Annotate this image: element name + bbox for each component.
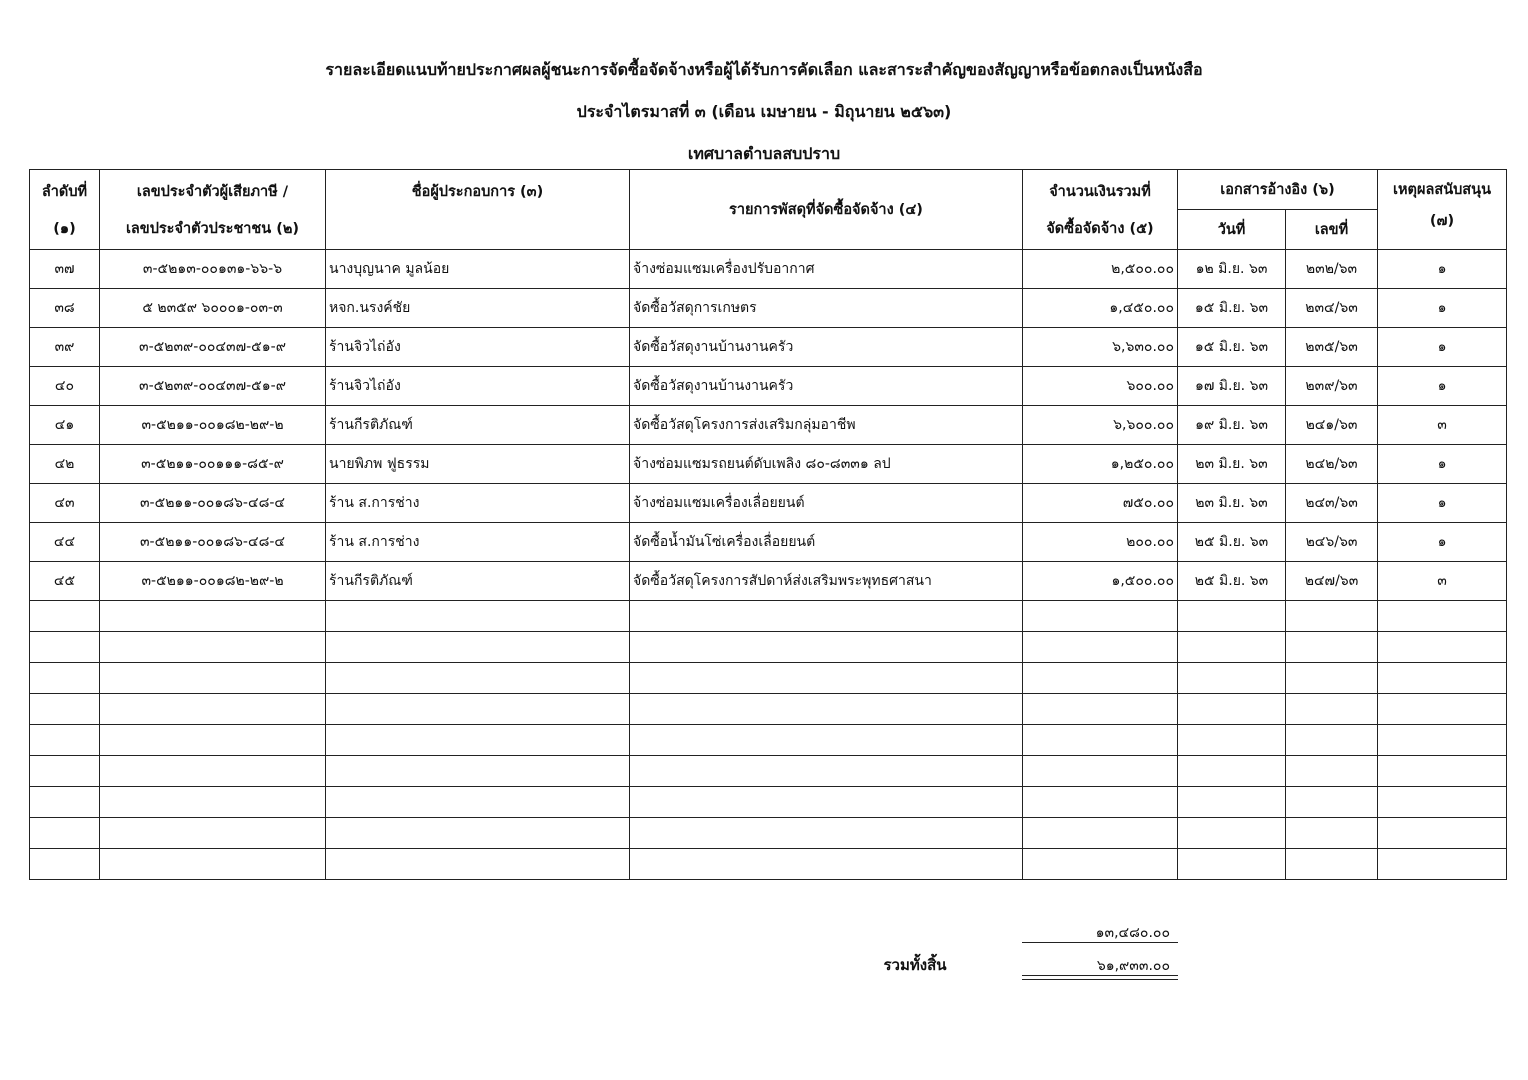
- cell-amount: ๖,๖๓๐.๐๐: [1023, 328, 1178, 367]
- col-header-amount-line2: จัดซื้อจัดจ้าง (๕): [1046, 220, 1154, 237]
- cell-taxid: ๓-๕๒๑๑-๐๐๑๘๒-๒๙-๒: [100, 406, 326, 445]
- cell-date: ๒๓ มิ.ย. ๖๓: [1178, 445, 1286, 484]
- cell-taxid: ๓-๕๒๓๙-๐๐๔๓๗-๕๑-๙: [100, 367, 326, 406]
- col-header-seq-line1: ลำดับที่: [41, 183, 88, 200]
- cell-vendor: นายพิภพ ฟูธรรม: [326, 445, 630, 484]
- cell-date: ๑๗ มิ.ย. ๖๓: [1178, 367, 1286, 406]
- col-header-reference: เอกสารอ้างอิง (๖): [1178, 170, 1378, 210]
- cell-reason: ๑: [1378, 523, 1507, 562]
- cell-seq: ๔๔: [30, 523, 100, 562]
- cell-amount: ๒,๕๐๐.๐๐: [1023, 250, 1178, 289]
- cell-taxid: ๕ ๒๓๕๙ ๖๐๐๐๑-๐๓-๓: [100, 289, 326, 328]
- cell-ref-no: ๒๔๑/๖๓: [1286, 406, 1378, 445]
- cell-amount: ๒๐๐.๐๐: [1023, 523, 1178, 562]
- cell-reason: ๑: [1378, 289, 1507, 328]
- col-header-reason-line1: เหตุผลสนับสนุน: [1393, 182, 1491, 198]
- grand-total-value: ๖๑,๙๓๓.๐๐: [1096, 958, 1170, 974]
- cell-ref-no: ๒๓๒/๖๓: [1286, 250, 1378, 289]
- cell-date: ๒๕ มิ.ย. ๖๓: [1178, 562, 1286, 601]
- cell-date: ๑๕ มิ.ย. ๖๓: [1178, 289, 1286, 328]
- table-row: [30, 484, 1507, 523]
- cell-vendor: ร้านกีรติภัณฑ์: [326, 406, 630, 445]
- cell-item: จ้างซ่อมแซมรถยนต์ดับเพลิง ๘๐-๘๓๓๑ ลป: [630, 445, 1023, 484]
- table-row: [30, 328, 1507, 367]
- table-row: [30, 406, 1507, 445]
- col-header-reason: [1378, 170, 1507, 250]
- empty-row: [30, 756, 1507, 787]
- cell-item: จ้างซ่อมแซมเครื่องเลื่อยยนต์: [630, 484, 1023, 523]
- col-header-taxid-line1: เลขประจำตัวผู้เสียภาษี /: [136, 183, 289, 200]
- document-title: รายละเอียดแนบท้ายประกาศผลผู้ชนะการจัดซื้อจัดจ้างหรือผู้ได้รับการคัดเลือก และสาระสำคัญของสัญญาหรือข้อตกลงเป็นหนังสือ: [325, 60, 1203, 79]
- table-row: [30, 523, 1507, 562]
- cell-vendor: ร้าน ส.การช่าง: [326, 523, 630, 562]
- cell-seq: ๔๕: [30, 562, 100, 601]
- col-header-seq: [30, 170, 100, 250]
- empty-row: [30, 694, 1507, 725]
- empty-row: [30, 818, 1507, 849]
- cell-item: จ้างซ่อมแซมเครื่องปรับอากาศ: [630, 250, 1023, 289]
- col-header-items: รายการพัสดุที่จัดซื้อจัดจ้าง (๔): [630, 170, 1023, 250]
- table-row: [30, 445, 1507, 484]
- cell-date: ๒๓ มิ.ย. ๖๓: [1178, 484, 1286, 523]
- cell-ref-no: ๒๓๕/๖๓: [1286, 328, 1378, 367]
- cell-taxid: ๓-๕๒๓๙-๐๐๔๓๗-๕๑-๙: [100, 328, 326, 367]
- empty-row: [30, 601, 1507, 632]
- col-header-ref-no: เลขที่: [1286, 210, 1378, 250]
- cell-ref-no: ๒๔๒/๖๓: [1286, 445, 1378, 484]
- subtotal-rule: [1022, 942, 1178, 943]
- cell-item: จัดซื้อวัสดุการเกษตร: [630, 289, 1023, 328]
- empty-row: [30, 632, 1507, 663]
- empty-row: [30, 663, 1507, 694]
- cell-reason: ๑: [1378, 328, 1507, 367]
- cell-taxid: ๓-๕๒๑๑-๐๐๑๘๖-๔๘-๔: [100, 523, 326, 562]
- subtotal-value: ๑๓,๔๘๐.๐๐: [1095, 925, 1170, 941]
- empty-row: [30, 849, 1507, 880]
- cell-reason: ๓: [1378, 406, 1507, 445]
- cell-vendor: ร้านจิวไถ่อัง: [326, 328, 630, 367]
- cell-item: จัดซื้อวัสดุงานบ้านงานครัว: [630, 328, 1023, 367]
- cell-reason: ๑: [1378, 250, 1507, 289]
- col-header-ref-date: วันที่: [1178, 210, 1286, 250]
- cell-seq: ๓๙: [30, 328, 100, 367]
- cell-date: ๑๒ มิ.ย. ๖๓: [1178, 250, 1286, 289]
- col-header-amount: [1023, 170, 1178, 250]
- col-header-taxid: [100, 170, 326, 250]
- cell-taxid: ๓-๕๒๑๑-๐๐๑๘๖-๔๘-๔: [100, 484, 326, 523]
- cell-amount: ๖๐๐.๐๐: [1023, 367, 1178, 406]
- cell-amount: ๑,๕๐๐.๐๐: [1023, 562, 1178, 601]
- cell-vendor: ร้าน ส.การช่าง: [326, 484, 630, 523]
- cell-date: ๑๕ มิ.ย. ๖๓: [1178, 328, 1286, 367]
- cell-seq: ๔๐: [30, 367, 100, 406]
- cell-item: จัดซื้อวัสดุโครงการสัปดาห์ส่งเสริมพระพุทธศาสนา: [630, 562, 1023, 601]
- cell-item: จัดซื้อวัสดุโครงการส่งเสริมกลุ่มอาชีพ: [630, 406, 1023, 445]
- cell-vendor: ร้านกีรติภัณฑ์: [326, 562, 630, 601]
- cell-date: ๑๙ มิ.ย. ๖๓: [1178, 406, 1286, 445]
- col-header-seq-line2: (๑): [53, 220, 76, 237]
- cell-seq: ๔๑: [30, 406, 100, 445]
- col-header-taxid-line2: เลขประจำตัวประชาชน (๒): [125, 220, 300, 237]
- cell-amount: ๑,๒๕๐.๐๐: [1023, 445, 1178, 484]
- document-period: ประจำไตรมาสที่ ๓ (เดือน เมษายน - มิถุนายน ๒๕๖๓): [576, 102, 952, 121]
- procurement-table: [29, 169, 1507, 880]
- cell-seq: ๓๘: [30, 289, 100, 328]
- table-row: [30, 250, 1507, 289]
- cell-vendor: นางบุญนาค มูลน้อย: [326, 250, 630, 289]
- cell-date: ๒๕ มิ.ย. ๖๓: [1178, 523, 1286, 562]
- col-header-amount-line1: จำนวนเงินรวมที่: [1049, 183, 1151, 200]
- grand-total-rule-1: [1022, 975, 1178, 976]
- cell-ref-no: ๒๔๓/๖๓: [1286, 484, 1378, 523]
- table-row: [30, 289, 1507, 328]
- cell-amount: ๑,๔๕๐.๐๐: [1023, 289, 1178, 328]
- cell-seq: ๔๓: [30, 484, 100, 523]
- cell-item: จัดซื้อวัสดุงานบ้านงานครัว: [630, 367, 1023, 406]
- table-row: [30, 367, 1507, 406]
- cell-vendor: ร้านจิวไถ่อัง: [326, 367, 630, 406]
- cell-ref-no: ๒๓๔/๖๓: [1286, 289, 1378, 328]
- cell-ref-no: ๒๔๗/๖๓: [1286, 562, 1378, 601]
- cell-vendor: หจก.นรงค์ชัย: [326, 289, 630, 328]
- cell-item: จัดซื้อน้ำมันโซ่เครื่องเลื่อยยนต์: [630, 523, 1023, 562]
- cell-ref-no: ๒๔๖/๖๓: [1286, 523, 1378, 562]
- cell-amount: ๗๕๐.๐๐: [1023, 484, 1178, 523]
- cell-taxid: ๓-๕๒๑๑-๐๐๑๑๑-๘๕-๙: [100, 445, 326, 484]
- cell-reason: ๑: [1378, 445, 1507, 484]
- cell-reason: ๑: [1378, 367, 1507, 406]
- cell-taxid: ๓-๕๒๑๑-๐๐๑๘๒-๒๙-๒: [100, 562, 326, 601]
- empty-row: [30, 787, 1507, 818]
- table-row: [30, 562, 1507, 601]
- grand-total-label: รวมทั้งสิ้น: [883, 956, 947, 974]
- col-header-reason-line2: (๗): [1429, 213, 1455, 229]
- cell-seq: ๓๗: [30, 250, 100, 289]
- cell-ref-no: ๒๓๙/๖๓: [1286, 367, 1378, 406]
- grand-total-rule-2: [1022, 979, 1178, 980]
- cell-reason: ๑: [1378, 484, 1507, 523]
- cell-reason: ๓: [1378, 562, 1507, 601]
- cell-taxid: ๓-๕๒๑๓-๐๐๑๓๑-๖๖-๖: [100, 250, 326, 289]
- cell-amount: ๖,๖๐๐.๐๐: [1023, 406, 1178, 445]
- organization-name: เทศบาลตำบลสบปราบ: [687, 144, 841, 163]
- empty-row: [30, 725, 1507, 756]
- cell-seq: ๔๒: [30, 445, 100, 484]
- col-header-vendor: ชื่อผู้ประกอบการ (๓): [326, 170, 630, 250]
